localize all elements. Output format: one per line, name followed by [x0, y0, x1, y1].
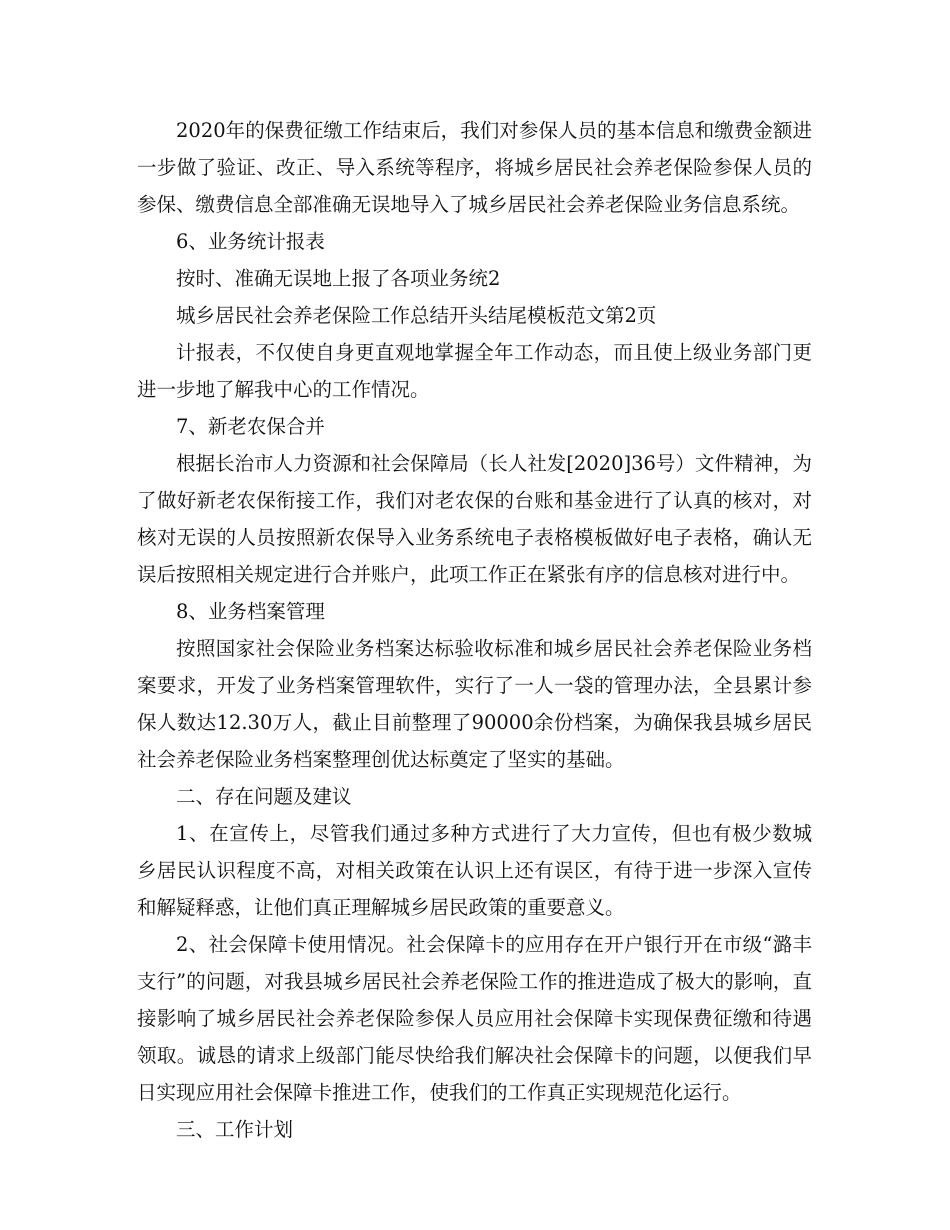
heading-archive-management: 8、业务档案管理 — [176, 600, 325, 623]
heading-statistics-reports: 6、业务统计报表 — [176, 230, 325, 253]
paragraph-merge-details: 根据长治市人力资源和社会保障局（长人社发[2020]36号）文件精神，为了做好新老农保衔接工作，我们对老农保的台账和基金进行了认真的核对，对核对无误的人员按照新农保导入业务系统电子表格模板做好电子表格，确认无误后按照相关规定进行合并账户，此项工作正在紧张有序的信息核对进行中。 — [137, 452, 812, 586]
paragraph-social-security-card: 2、社会保障卡使用情况。社会保障卡的应用存在开户银行开在市级“潞丰支行”的问题，对我县城乡居民社会养老保险工作的推进造成了极大的影响，直接影响了城乡居民社会养老保险参保人员应用社会保障卡实现保费征缴和待遇领取。诚恳的请求上级部门能尽快给我们解决社会保障卡的问题，以便我们早日实现应用社会保障卡推进工作，使我们的工作真正实现规范化运行。 — [137, 933, 812, 1104]
heading-problems-suggestions: 二、存在问题及建议 — [176, 785, 352, 808]
paragraph-data-import: 2020年的保费征缴工作结束后，我们对参保人员的基本信息和缴费金额进一步做了验证、改正、导入系统等程序，将城乡居民社会养老保险参保人员的参保、缴费信息全部准确无误地导入了城乡居民社会养老保险业务信息系统。 — [137, 119, 812, 216]
paragraph-archive-details: 按照国家社会保险业务档案达标验收标准和城乡居民社会养老保险业务档案要求，开发了业务档案管理软件，实行了一人一袋的管理办法，全县累计参保人数达12.30万人，截止目前整理了90000余份档案，为确保我县城乡居民社会养老保险业务档案整理创优达标奠定了坚实的基础。 — [137, 637, 812, 771]
document-body — [137, 112, 812, 1148]
page-header-line: 城乡居民社会养老保险工作总结开头结尾模板范文第2页 — [176, 304, 657, 327]
line-reports-submitted: 按时、准确无误地上报了各项业务统2 — [176, 267, 501, 290]
paragraph-publicity-issue: 1、在宣传上，尽管我们通过多种方式进行了大力宣传，但也有极少数城乡居民认识程度不高，对相关政策在认识上还有误区，有待于进一步深入宣传和解疑释惑，让他们真正理解城乡居民政策的重要意义。 — [137, 822, 812, 919]
heading-work-plan: 三、工作计划 — [176, 1118, 294, 1141]
paragraph-report-benefits: 计报表，不仅使自身更直观地掌握全年工作动态，而且使上级业务部门更进一步地了解我中心的工作情况。 — [137, 341, 812, 401]
heading-insurance-merge: 7、新老农保合并 — [176, 415, 325, 438]
